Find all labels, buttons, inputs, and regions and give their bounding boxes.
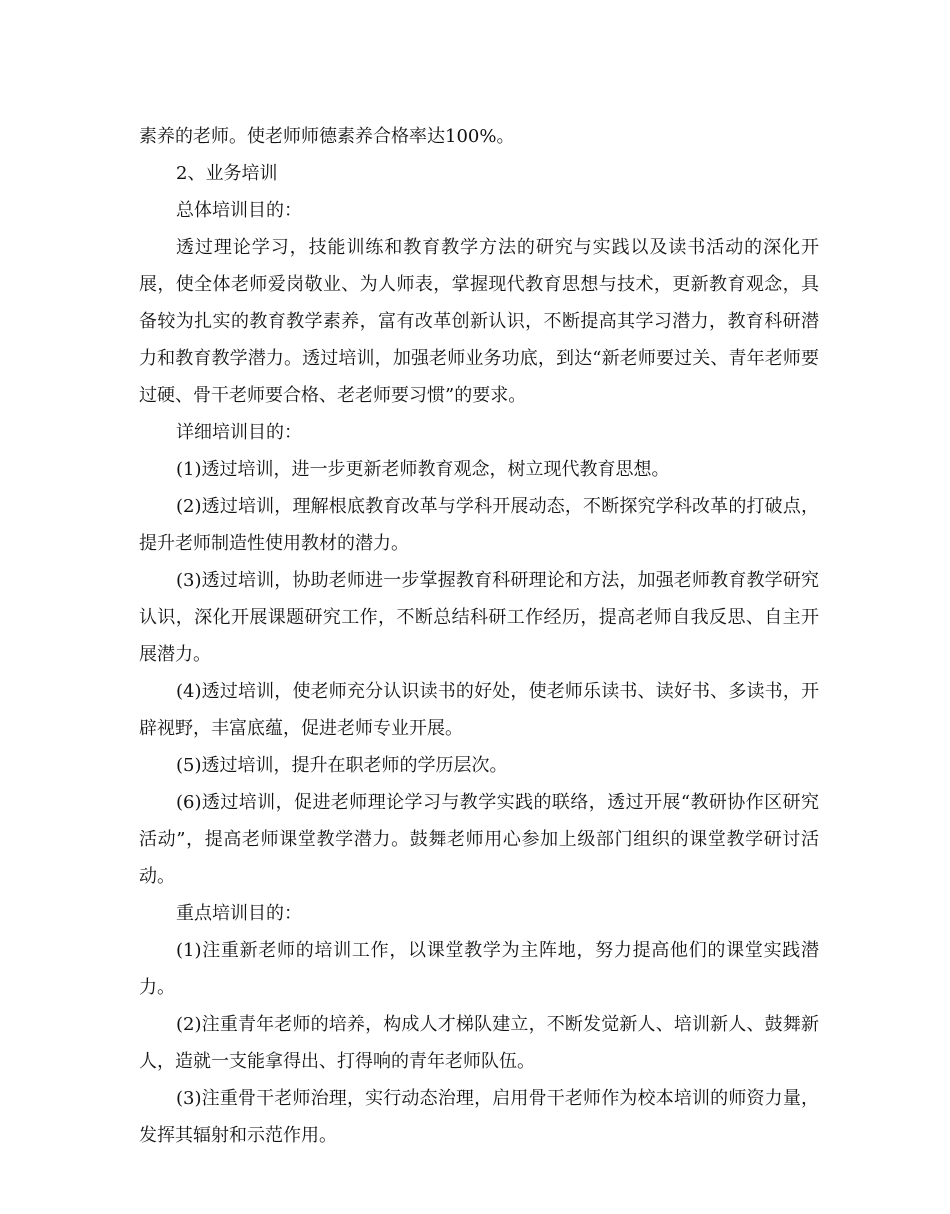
list-item-key-1: (1)注重新老师的培训工作，以课堂教学为主阵地，努力提高他们的课堂实践潜力。: [139, 940, 819, 998]
document-body: [139, 118, 819, 1154]
section-heading-business-training: 2、业务培训: [176, 163, 278, 184]
list-item-key-3: (3)注重骨干老师治理，实行动态治理，启用骨干老师作为校本培训的师资力量，发挥其辐射和示范作用。: [139, 1088, 819, 1146]
list-item-detailed-5: (5)透过培训，提升在职老师的学历层次。: [176, 755, 508, 776]
list-item-detailed-2: (2)透过培训，理解根底教育改革与学科开展动态，不断探究学科改革的打破点，提升老师制造性使用教材的潜力。: [139, 496, 819, 554]
subheading-overall-goals: 总体培训目的：: [176, 200, 302, 221]
list-item-detailed-6: (6)透过培训，促进老师理论学习与教学实践的联络，透过开展“教研协作区研究活动”，提高老师课堂教学潜力。鼓舞老师用心参加上级部门组织的课堂教学研讨活动。: [139, 792, 819, 887]
list-item-key-2: (2)注重青年老师的培养，构成人才梯队建立，不断发觉新人、培训新人、鼓舞新人，造就一支能拿得出、打得响的青年老师队伍。: [139, 1014, 819, 1072]
paragraph-continuation: 素养的老师。使老师师德素养合格率达100%。: [139, 126, 515, 147]
subheading-detailed-goals: 详细培训目的：: [176, 422, 302, 443]
paragraph-overall-goals: 透过理论学习，技能训练和教育教学方法的研究与实践以及读书活动的深化开展，使全体老师爱岗敬业、为人师表，掌握现代教育思想与技术，更新教育观念，具备较为扎实的教育教学素养，富有改革创新认识，不断提高其学习潜力，教育科研潜力和教育教学潜力。透过培训，加强老师业务功底，到达“新老师要过关、青年老师要过硬、骨干老师要合格、老老师要习惯”的要求。: [139, 237, 819, 406]
list-item-detailed-3: (3)透过培训，协助老师进一步掌握教育科研理论和方法，加强老师教育教学研究认识，深化开展课题研究工作，不断总结科研工作经历，提高老师自我反思、自主开展潜力。: [139, 570, 819, 665]
subheading-key-goals: 重点培训目的：: [176, 903, 302, 924]
list-item-detailed-1: (1)透过培训，进一步更新老师教育观念，树立现代教育思想。: [176, 459, 670, 480]
list-item-detailed-4: (4)透过培训，使老师充分认识读书的好处，使老师乐读书、读好书、多读书，开辟视野，丰富底蕴，促进老师专业开展。: [139, 681, 819, 739]
